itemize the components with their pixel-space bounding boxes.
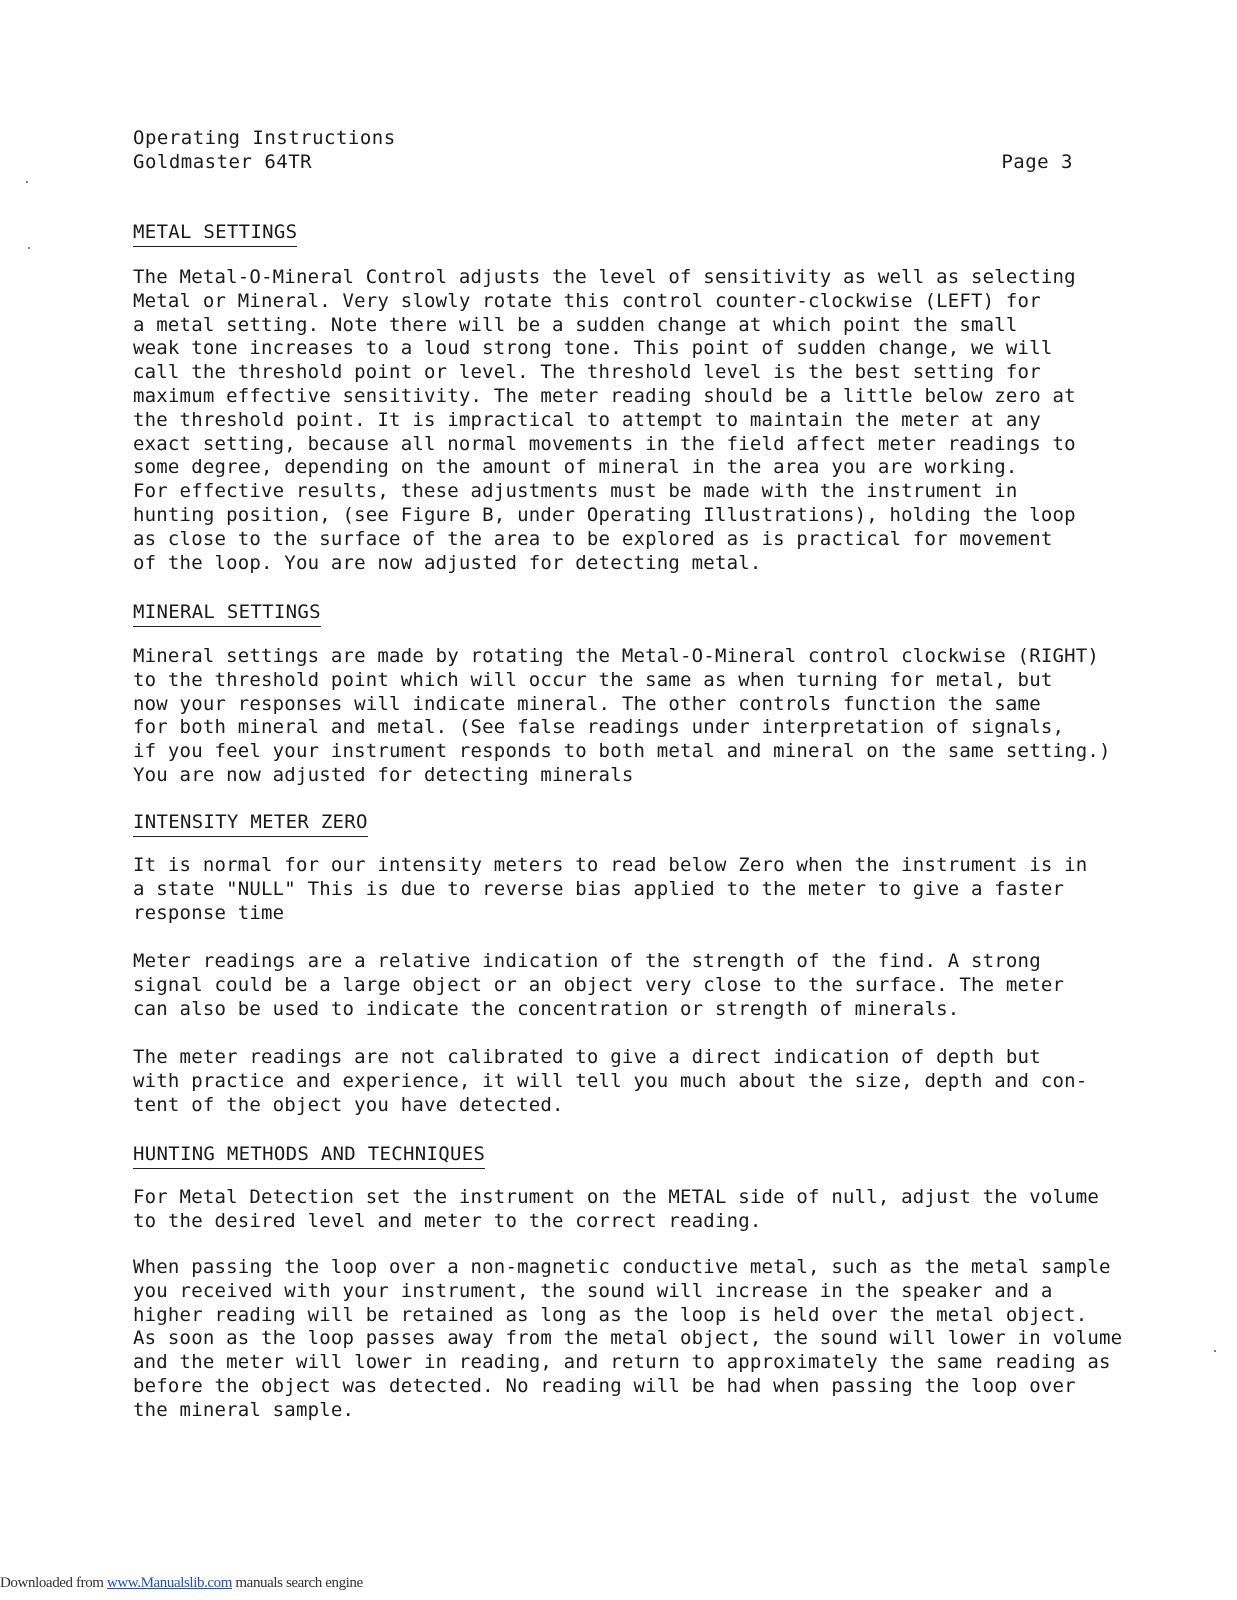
- heading-metal-settings: METAL SETTINGS: [133, 220, 297, 247]
- scan-speck: [26, 181, 28, 183]
- paragraph-intensity-2: Meter readings are a relative indication of the strength of the find. A strong signal could be a large object or an object very close to the surface. The meter can also be used to indicate the concentration or strength of minerals.: [133, 950, 1065, 1020]
- paragraph-mineral-settings: Mineral settings are made by rotating the Metal-O-Mineral control clockwise (RIGHT) to the threshold point which will occur the same as when turning for metal, but now your responses will indicate mineral. The other controls function the same for both mineral and metal. (See false readings under interpretation of signals, if you feel your instrument responds to both metal and mineral on the same setting.) You are now adjusted for detecting minerals: [133, 645, 1111, 786]
- footer-suffix: manuals search engine: [232, 1575, 363, 1591]
- page-number: Page 3: [1001, 151, 1073, 173]
- scan-speck: [1214, 1350, 1216, 1352]
- document-title: Operating Instructions: [133, 127, 396, 149]
- download-footer: [0, 1574, 363, 1592]
- paragraph-intensity-3: The meter readings are not calibrated to give a direct indication of depth but with practice and experience, it will tell you much about the size, depth and con- tent of the object you have detected.: [133, 1046, 1088, 1116]
- manualslib-link[interactable]: www.Manualslib.com: [106, 1575, 233, 1591]
- page-header: [133, 126, 1073, 174]
- paragraph-hunting-1: For Metal Detection set the instrument on the METAL side of null, adjust the volume to the desired level and meter to the correct reading.: [133, 1186, 1100, 1232]
- heading-hunting-methods: HUNTING METHODS AND TECHNIQUES: [133, 1142, 485, 1169]
- scan-speck: [28, 247, 30, 249]
- heading-mineral-settings: MINERAL SETTINGS: [133, 600, 321, 627]
- heading-intensity-meter-zero: INTENSITY METER ZERO: [133, 810, 368, 837]
- product-name: Goldmaster 64TR: [133, 151, 313, 173]
- footer-prefix: Downloaded from: [0, 1575, 107, 1591]
- paragraph-metal-settings: The Metal-O-Mineral Control adjusts the level of sensitivity as well as selecting Metal or Mineral. Very slowly rotate this control counter-clockwise (LEFT) for a metal setting. Note there will be a sudden change at which point the small weak tone increases to a loud strong tone. This point of sudden change, we will call the threshold point or level. The threshold level is the best setting for maximum effective sensitivity. The meter reading should be a little below zero at the threshold point. It is impractical to attempt to maintain the meter at any exact setting, because all normal movements in the field affect meter readings to some degree, depending on the amount of mineral in the area you are working. For effective results, these adjustments must be made with the instrument in hunting position, (see Figure B, under Operating Illustrations), holding the loop as close to the surface of the area to be explored as is practical for movement of the loop. You are now adjusted for detecting metal.: [133, 266, 1076, 574]
- paragraph-intensity-1: It is normal for our intensity meters to read below Zero when the instrument is in a state "NULL" This is due to reverse bias applied to the meter to give a faster response time: [133, 854, 1088, 924]
- paragraph-hunting-2: When passing the loop over a non-magnetic conductive metal, such as the metal sample you received with your instrument, the sound will increase in the speaker and a higher reading will be retained as long as the loop is held over the metal object. As soon as the loop passes away from the metal object, the sound will lower in volume and the meter will lower in reading, and return to approximately the same reading as before the object was detected. No reading will be had when passing the loop over the mineral sample.: [133, 1256, 1123, 1421]
